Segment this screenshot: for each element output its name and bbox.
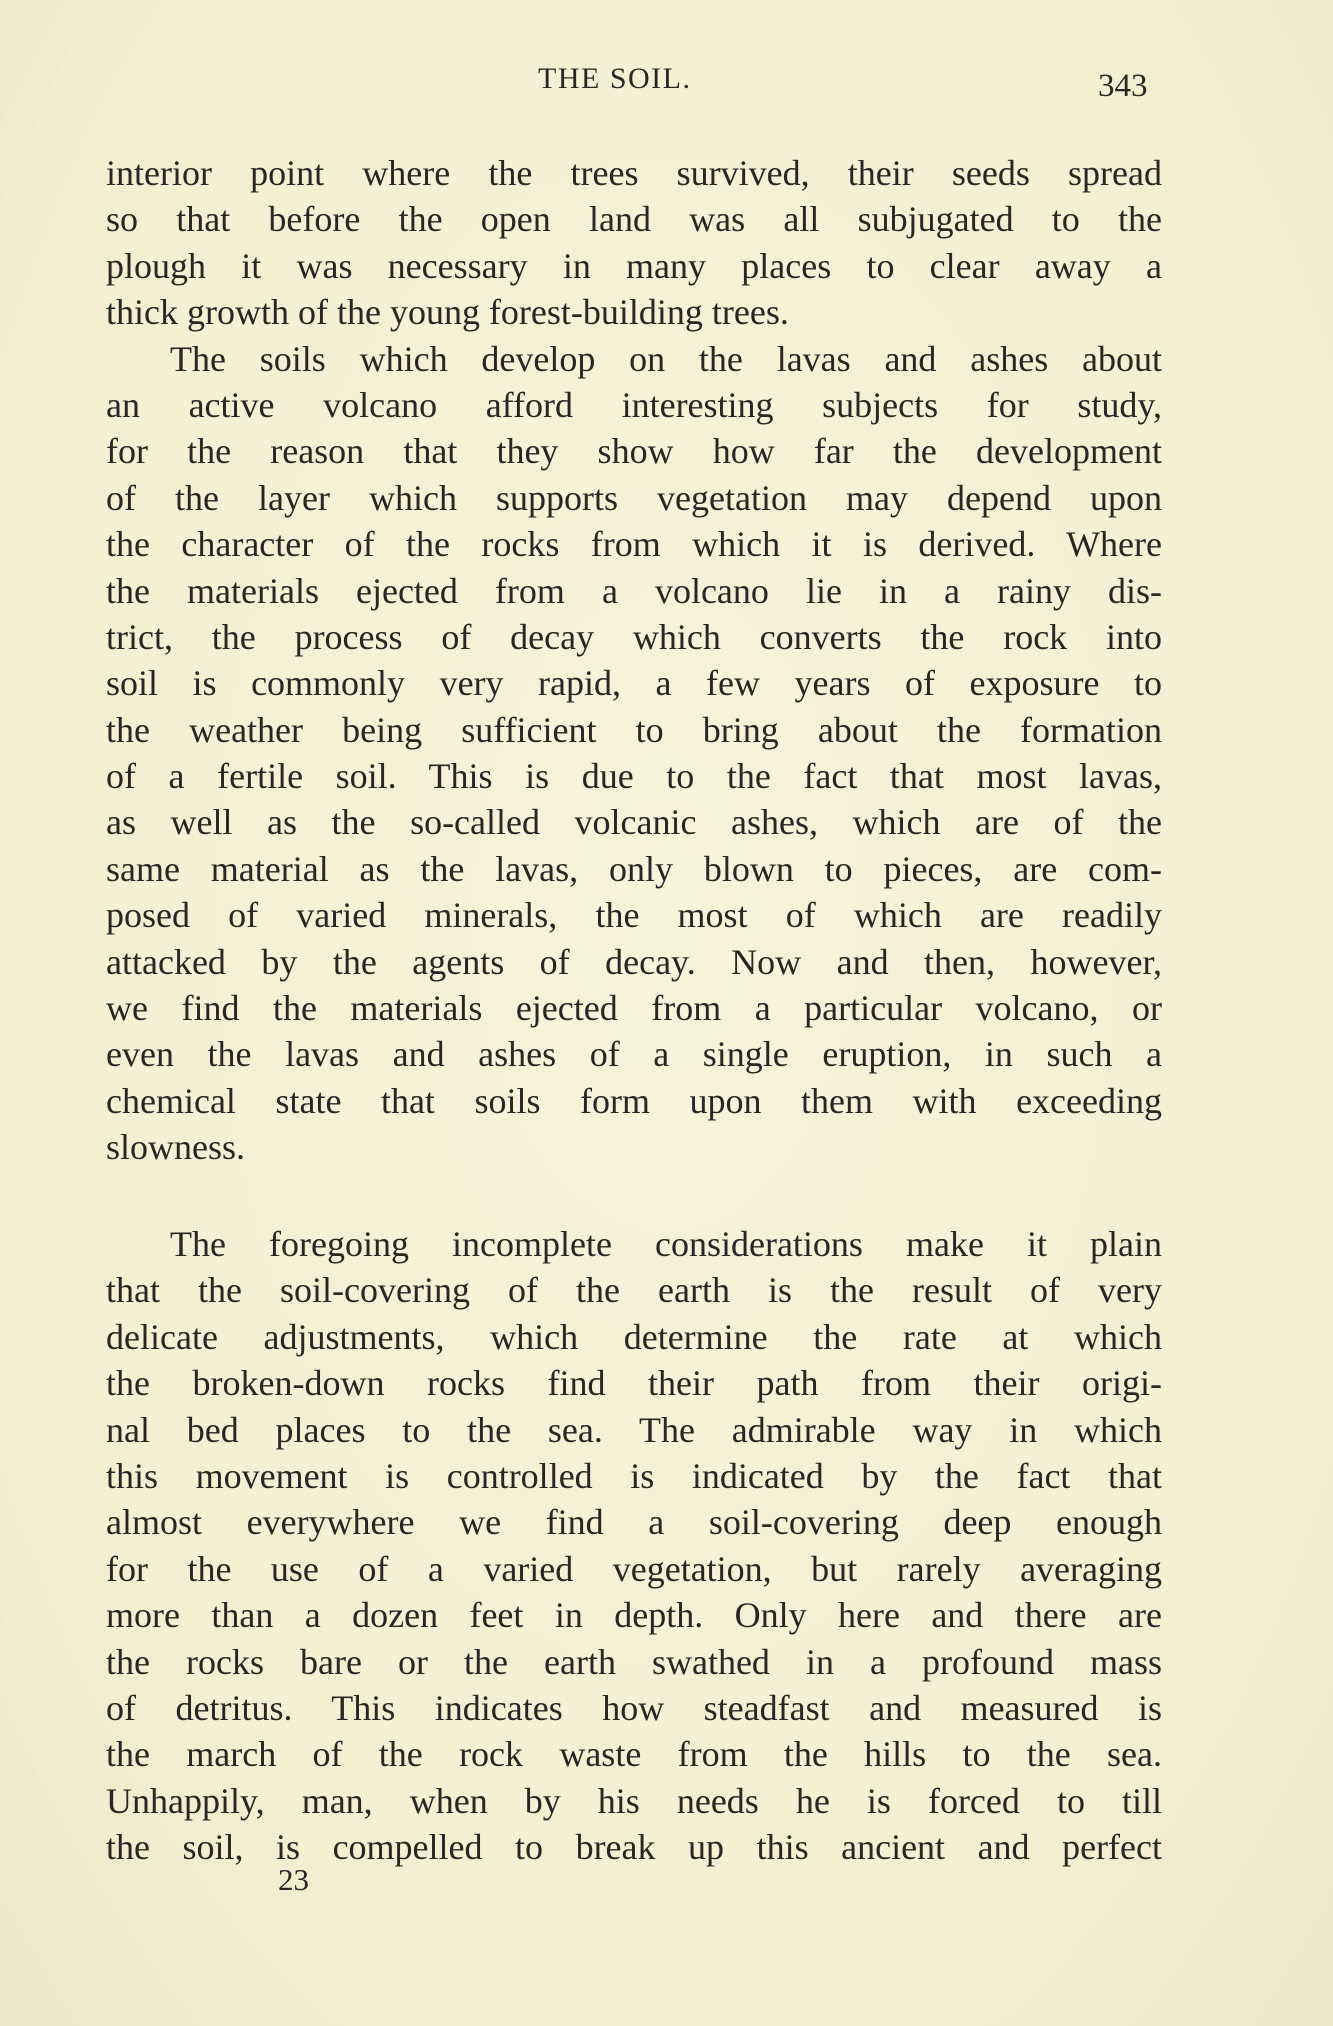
text-line: soil is commonly very rapid, a few years of exposure to — [106, 663, 1162, 704]
text-line: The soils which develop on the lavas and ashes about — [170, 338, 1162, 379]
text-line: so that before the open land was all subjugated to the — [106, 199, 1162, 240]
text-line: trict, the process of decay which converts the rock into — [106, 616, 1162, 657]
text-line: plough it was necessary in many places to clear away a — [106, 245, 1162, 286]
text-line: this movement is controlled is indicated by the fact that — [106, 1455, 1162, 1496]
signature-mark: 23 — [278, 1862, 309, 1897]
text-line: delicate adjustments, which determine the rate at which — [106, 1316, 1162, 1357]
text-line: as well as the so-called volcanic ashes, which are of the — [106, 802, 1162, 843]
text-line: of a fertile soil. This is due to the fact that most lavas, — [106, 756, 1162, 797]
page-number: 343 — [1098, 68, 1148, 104]
text-line: slowness. — [106, 1127, 246, 1168]
text-line: for the use of a varied vegetation, but rarely averaging — [106, 1548, 1162, 1589]
text-line: the soil, is compelled to break up this ancient and perfect — [106, 1827, 1162, 1868]
text-line: more than a dozen feet in depth. Only here and there are — [106, 1595, 1162, 1636]
text-line: Unhappily, man, when by his needs he is forced to till — [106, 1780, 1162, 1821]
text-line: that the soil-covering of the earth is the result of very — [106, 1270, 1162, 1311]
text-line: the character of the rocks from which it is derived. Where — [106, 524, 1162, 565]
text-line: we find the materials ejected from a particular volcano, or — [106, 988, 1162, 1029]
text-line: posed of varied minerals, the most of which are readily — [106, 895, 1162, 936]
text-line: thick growth of the young forest-building trees. — [106, 292, 789, 333]
paragraph-block-2 — [106, 1221, 1162, 1870]
text-line: nal bed places to the sea. The admirable way in which — [106, 1409, 1162, 1450]
text-line: the broken-down rocks find their path from their origi- — [106, 1363, 1162, 1404]
text-line: of detritus. This indicates how steadfast and measured is — [106, 1687, 1162, 1728]
text-line: the weather being sufficient to bring about the formation — [106, 709, 1162, 750]
text-line: of the layer which supports vegetation may depend upon — [106, 477, 1162, 518]
text-line: interior point where the trees survived, their seeds spread — [106, 153, 1162, 193]
text-line: The foregoing incomplete considerations make it plain — [170, 1224, 1162, 1264]
text-line: same material as the lavas, only blown to pieces, are com- — [106, 848, 1162, 889]
text-line: for the reason that they show how far the development — [106, 431, 1162, 472]
text-line: chemical state that soils form upon them with exceeding — [106, 1080, 1162, 1121]
text-line: the rocks bare or the earth swathed in a profound mass — [106, 1641, 1162, 1682]
text-line: the materials ejected from a volcano lie in a rainy dis- — [106, 570, 1162, 611]
text-line: attacked by the agents of decay. Now and then, however, — [106, 941, 1162, 982]
text-line: almost everywhere we find a soil-covering deep enough — [106, 1502, 1162, 1543]
text-line: an active volcano afford interesting subjects for study, — [106, 384, 1162, 425]
text-line: even the lavas and ashes of a single eruption, in such a — [106, 1034, 1162, 1075]
paragraph-block-1 — [106, 150, 1162, 1171]
text-line: the march of the rock waste from the hills to the sea. — [106, 1734, 1162, 1775]
running-head: THE SOIL. — [538, 62, 692, 95]
